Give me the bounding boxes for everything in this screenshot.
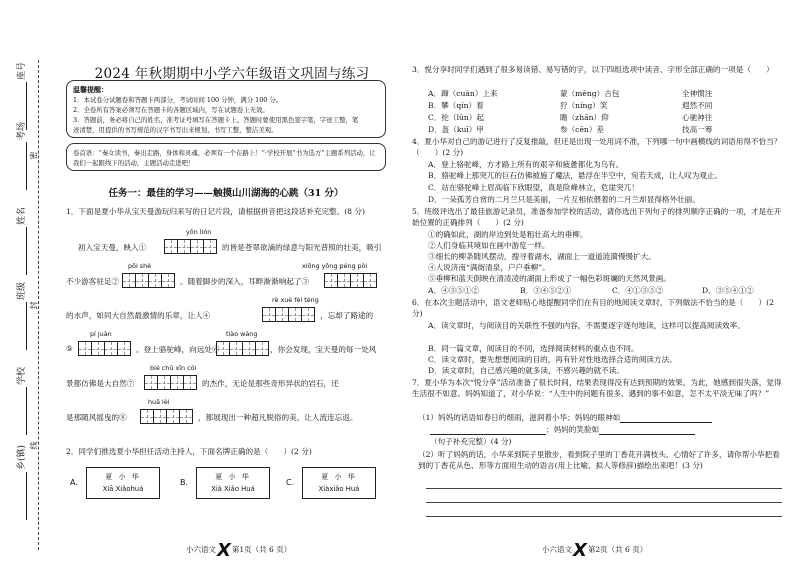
question-2: 2．同学们推选夏小华担任活动主持人，下面名牌正确的是（ ）(2 分) — [66, 447, 312, 456]
seal-mark: 封 — [29, 301, 39, 310]
pinyin: pí juàn — [90, 330, 112, 338]
row-text: ，你会发现，宝天曼的每一处风 — [270, 345, 377, 354]
page-left — [66, 0, 398, 561]
row-text: 的皆是苍翠欲滴的绿意与阳光普照的壮美，吸引 — [222, 243, 382, 252]
row-text: 初入宝天曼，映入① — [78, 243, 147, 252]
q6-option-d[interactable]: D．读文章时，自己感兴趣的就多读，不感兴趣的就不读。 — [428, 366, 624, 375]
brand-x-icon: X — [217, 540, 231, 561]
q6-option-b[interactable]: B．同一篇文章，阅读目的不同，选择阅读材料的重点也不同。 — [428, 344, 639, 353]
tips-line: 1．本试卷分试题卷和答题卡两部分，考试时间 100 分钟，满分 100 分。 — [73, 96, 283, 104]
row-text: ⑤ — [66, 344, 73, 353]
pinyin: pōi shè — [128, 262, 152, 270]
answer-boxes-2[interactable] — [122, 273, 174, 288]
answer-boxes-5[interactable] — [78, 341, 130, 356]
question-6: 6．在本次主题活动中，语文老师贴心地提醒同学们在有目的地阅读文章时，下列做法不恰当的是（ ）(2 分) — [412, 298, 774, 319]
town-field[interactable]: 乡(镇) — [14, 480, 34, 520]
answer-line[interactable] — [426, 516, 782, 517]
row-text: 的水声，如同大自然最激情的乐章，让人④ — [66, 311, 211, 320]
answer-blank[interactable] — [599, 425, 695, 435]
question-7: 7．夏小华为本次“悦分享”活动准备了很长时间，结果表现得没有达到预期的效果。为此，她感到很失落，觉得生活很不如意。妈妈知道了，对小华说：“人生中的问题有很多，遇到的事不如意，怎不太平淡无味了吗？” — [412, 378, 782, 399]
name-card-options — [70, 465, 386, 501]
fill-row-4 — [66, 330, 386, 360]
q7-sub1-score: （句子补充完整）(4 分) — [430, 437, 512, 446]
exam-room-field[interactable]: 考场 — [14, 150, 34, 190]
q4-option-a[interactable]: A．登上骆驼峰，方才路上所有的艰辛和疲惫都化为乌有。 — [428, 160, 624, 169]
card-name: 夏 小 华 — [215, 473, 251, 481]
q5-item: ④人说济南“满街清泉，户户垂柳”。 — [428, 263, 550, 272]
row-text: 的杰作，无论是那些奇形异状的岩石，还 — [202, 379, 339, 388]
answer-blank[interactable] — [430, 425, 546, 435]
answer-line[interactable] — [426, 488, 782, 489]
answer-boxes-3[interactable] — [324, 273, 376, 288]
card-name: 夏 小 华 — [105, 473, 141, 481]
question-3: 3．悦分享时同学们遇到了很多易读错、易写错的字，以下四组选项中读音、字形全部正确的一项是（ ） — [412, 65, 774, 74]
pinyin: rè xuè fèi téng — [272, 296, 319, 304]
fill-row-2 — [66, 262, 386, 292]
tips-box — [66, 80, 386, 138]
q6-option-a[interactable]: A．读文章时，与阅读目的关联性不强的内容，不需要逐字逐句地读，这样可以提高阅读效率。 — [428, 321, 745, 330]
q7-sub2: （2）听了妈妈的话，小华来到院子里散步，看到院子里的丁香花开满枝头，心情好了许多，请你帮小华把看到的丁香花从色、形等方面用生动的语言(用上比喻、拟人等修辞)描绘出来吧！(3 分) — [418, 450, 780, 471]
seal-mark: 线 — [29, 441, 39, 450]
q5-option-b[interactable]: B．③④⑤②① — [520, 286, 572, 295]
card-pinyin: Xià Xiǎo Huá — [211, 485, 255, 493]
pinyin: yǒn lión — [186, 228, 212, 236]
pinyin: tiào wàng — [226, 330, 258, 338]
card-pinyin: Xiā Xiǎohuá — [102, 485, 144, 493]
option-label: C. — [286, 478, 295, 487]
fill-row-3 — [66, 296, 386, 326]
name-field[interactable]: 姓名 — [14, 235, 34, 275]
answer-line[interactable] — [426, 502, 782, 503]
q4-option-d[interactable]: D．一朵孤芳自赏的二月兰只是美丽，一片互相依偎着的二月兰却显得格外壮丽。 — [428, 195, 700, 204]
q7-sub1-line2: ；妈妈的笑脸如 — [430, 424, 794, 435]
tips-line: 3．答题前，务必将自己的姓名、准考证号填写在答题卡上。答题时要使用黑色签字笔，字迹工整，笔 — [73, 116, 359, 124]
row-text: 不少游客驻足② — [66, 277, 120, 286]
q5-item: ③细长的柳条随风摆动，搜寻着湖水，湖面上一道道涟漪慢慢扩大。 — [428, 252, 656, 261]
page-footer: 小六语文X第1页（共 6 页） — [186, 540, 292, 561]
tips-line: 2．全卷所有答案必须写在答题卡的各题区域内，写在试题卷上无效。 — [73, 106, 269, 114]
school-field[interactable]: 学校 — [14, 395, 34, 435]
seal-mark: 密 — [29, 151, 39, 160]
answer-blank[interactable] — [620, 413, 712, 423]
question-4: 4．夏小华对自己的游记进行了反复推敲，但还是出现一处用词不准，下列哪一句中画横线的词语用得不恰当？（ ）(2 分) — [412, 137, 782, 158]
page-footer: 小六语文X第2页（共 6 页） — [542, 540, 648, 561]
binding-strip — [0, 0, 58, 561]
fill-row-6 — [66, 398, 386, 428]
row-text: 景都仿佛是大自然⑦ — [66, 379, 135, 388]
row-text: 。随着脚步的深入，耳畔渐渐响起了③ — [180, 277, 310, 286]
option-label: B. — [180, 478, 189, 487]
name-card-c[interactable] — [302, 467, 376, 499]
q7-sub1: （1）妈妈的话语如春日的细雨，滋润着小华；妈妈的眼神如 — [418, 412, 790, 423]
exam-title: 2024 年秋期期中小学六年级语文巩固与练习 — [94, 66, 370, 82]
card-pinyin: Xiàxiǎo Huá — [318, 485, 360, 493]
fill-row-5 — [66, 364, 386, 394]
tips-line: 迹清楚，用提供的书写规范的汉字书写出来规划，书写工整，整洁美观。 — [73, 126, 278, 134]
q5-option-a[interactable]: A．④③⑤①② — [428, 286, 480, 295]
q5-item: ②人们身临其境如在画中游览一样。 — [428, 241, 550, 250]
answer-boxes-7[interactable] — [144, 375, 196, 390]
answer-boxes-8[interactable] — [140, 409, 192, 424]
seat-number-field[interactable]: 座号 — [14, 90, 34, 130]
q5-option-c[interactable]: C．④①③⑤② — [612, 286, 664, 295]
row-text: 是那随风摇曳的⑧ — [66, 413, 127, 422]
q4-option-c[interactable]: C．站在骆驼峰上眉高临下欣眼望，真是险峰林立，危崖突兀！ — [428, 183, 639, 192]
page-right: 3．悦分享时同学们遇到了很多易读错、易写错的字，以下四组选项中读音、字形全部正确的一项是（ ） A．蹿（cuàn）上来 蒙（měng）古包 全神惯注 B．攀（qín）着 狞（níng）笑 遐然不同 C．抡（lūn）起 瞻（zhān）仰 心驰神往 D．盔（kuī）甲 参（cēn）差 技高一筹 4．夏小华对自己的游记进行了反复推敲，但还是出现一处用词不准，下列哪一句中画横线的词语用得不恰当？（ ）(2 分) A．登上骆驼峰，方才路上所有的艰辛和疲惫都化为乌有。 B．骆驼峰上那突兀的巨石仿佛被施了魔法，悬浮在半空中，宛若天成，让人叹为观止。 C．站在骆驼峰上眉高临下欣眼望，真是险峰林立，危崖突兀！ D．一朵孤芳自赏的二月兰只是美丽，一片互相依偎着的二月兰却显得格外壮丽。 5．班级评选出了最佳旅游记录员，准备参加学校的活动，请你选出下列句子的排列顺序正确的一项，才是在开始位置的正确排列（ ）(2 分) ①的确如此，湖的岸边到处是粗壮高大的垂柳。 ②人们身临其境如在画中游览一样。 ③细长的柳条随风摆动，搜寻着湖水，湖面上一道道涟漪慢慢扩大。 ④人说济南“满街清泉，户户垂柳”。 ⑤垂柳和蓝天倒映在清凌凌的湖面上形成了一幅色彩斑斓的天然风景画。 A．④③⑤①② B．③④⑤②① C．④①③⑤② D．③⑤④①② 6．在本次主题活动中，语文老师贴心地提醒同学们在有目的地阅读文章时，下列做法不恰当的是（ ）(2 分) A．读文章时，与阅读目的关联性不强的内容，不需要逐字逐句地读，这样可以提高阅读效率。 B．同一篇文章，阅读目的不同，选择阅读材料的重点也不同。 C．读文章时，要先想想阅读的目的，再有针对性地选择合适的阅读方法。 D．读文章时，自己感兴趣的就多读，不感兴趣的就不读。 7．夏小华为本次“悦分享”活动准备了很长时间，结果表现得没有达到预期的效果。为此，她感到很失落，觉得生活很不如意。妈妈知道了，对小华说：“人生中的问题有很多，遇到的事不如意，怎不太平淡无味了吗？” （1）妈妈的话语如春日的细雨，滋润着小华；妈妈的眼神如 ；妈妈的笑脸如 （句子补充完整）(4 分) （2）听了妈妈的话，小华来到院子里散步，看到院子里的丁香花开满枝头，心情好了许多，请你帮小华把看到的丁香花从色、形等方面用生动的语言(用上比喻、拟人等修辞)描绘出来吧！(3 分) 小六语文X第2页（共 6 页） — [412, 0, 788, 561]
answer-boxes-4[interactable] — [262, 307, 314, 322]
pinyin: huā lèi — [148, 398, 170, 406]
class-field[interactable]: 班级 — [14, 310, 34, 350]
question-5: 5．班级评选出了最佳旅游记录员，准备参加学校的活动，请你选出下列句子的排列顺序正确的一项，才是在开始位置的正确排列（ ）(2 分) — [412, 207, 782, 228]
tips-head: 温馨提醒： — [73, 85, 108, 94]
name-card-b[interactable] — [196, 467, 270, 499]
question-1: 1．下面是夏小华从宝天曼游玩归来写的日记片段，请根据拼音把这段话补充完整。(8 分) — [66, 207, 365, 216]
card-name: 夏 小 华 — [321, 473, 357, 481]
brand-x-icon: X — [573, 540, 587, 561]
task-heading: 任务一：最佳的学习——触摸山川湖海的心跳（31 分） — [108, 188, 344, 199]
row-text: ，都展现出一种超凡脱俗的美，让人流连忘返。 — [198, 413, 358, 422]
motto-box: 卷首语：“秦女读书，秦出走路，身体和灵魂，必须有一个在路上！”·学校开展“书为选方”主题系列活动，让我们一起跟线下的活动，主题活动走进吧！ — [66, 143, 386, 171]
q4-option-b[interactable]: B．骆驼峰上那突兀的巨石仿佛被施了魔法，悬浮在半空中，宛若天成，让人叹为观止。 — [428, 171, 723, 180]
q5-item: ⑤垂柳和蓝天倒映在清凌凌的湖面上形成了一幅色彩斑斓的天然风景画。 — [428, 274, 671, 283]
row-text: ，忘却了路途的 — [320, 311, 374, 320]
q5-item: ①的确如此，湖的岸边到处是粗壮高大的垂柳。 — [428, 230, 588, 239]
q5-option-d[interactable]: D．③⑤④①② — [702, 286, 754, 295]
q6-option-c[interactable]: C．读文章时，要先想想阅读的目的，再有针对性地选择合适的阅读方法。 — [428, 355, 677, 364]
pinyin: bié chū xīn cói — [150, 364, 197, 372]
answer-boxes-6[interactable] — [216, 341, 268, 356]
fill-row-1 — [66, 228, 386, 258]
row-text: 。登上骆驼峰，向远处⑥ — [136, 345, 220, 354]
name-card-a[interactable] — [86, 467, 160, 499]
option-label: A. — [70, 478, 78, 487]
pinyin: xiōng yōng péng pòi — [302, 262, 368, 270]
answer-boxes-1[interactable] — [164, 239, 216, 254]
